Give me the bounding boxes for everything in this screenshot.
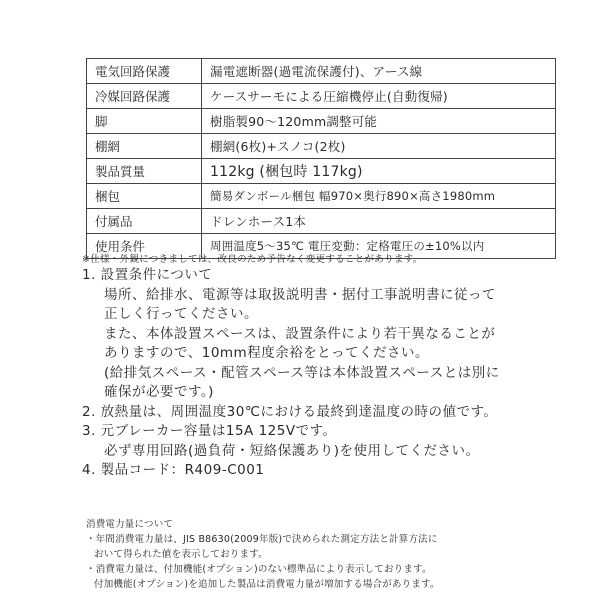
spec-value: ドレンホース1本 <box>202 209 556 234</box>
spec-value: 112kg (梱包時 117kg) <box>202 159 556 184</box>
spec-value: 樹脂製90～120mm調整可能 <box>202 109 556 134</box>
spec-label: 使用条件 <box>87 234 202 259</box>
spec-label: 付属品 <box>87 209 202 234</box>
spec-label: 棚網 <box>87 134 202 159</box>
note-line: 正しく行ってください。 <box>104 306 258 322</box>
spec-table <box>86 58 556 259</box>
spec-label: 電気回路保護 <box>87 59 202 84</box>
spec-value: 周囲温度5～35℃ 電圧変動：定格電圧の±10%以内 <box>202 234 556 259</box>
note-heading-1: 1. 設置条件について <box>82 267 213 283</box>
spec-row-refrigerant-protection <box>87 84 556 109</box>
spec-value: 簡易ダンボール梱包 幅970×奥行890×高さ1980mm <box>202 184 556 209</box>
note-heading-3: 3. 元ブレーカー容量は15A 125Vです。 <box>82 423 337 439</box>
spec-row-legs <box>87 109 556 134</box>
note-heading-2: 2. 放熱量は、周囲温度30℃における最終到達温度の時の値です。 <box>82 403 498 420</box>
note-line: 場所、給排水、電源等は取扱説明書・据付工事説明書に従って <box>104 286 496 303</box>
power-note-line: ・年間消費電力量は、JIS B8630(2009年版)で決められた測定方法と計算方法に <box>86 534 438 545</box>
spec-row-shelves <box>87 134 556 159</box>
note-line: 必ず専用回路(過負荷・短絡保護あり)を使用してください。 <box>104 442 480 459</box>
spec-value: 棚網(6枚)+スノコ(2枚) <box>202 134 556 159</box>
installation-notes <box>82 266 500 481</box>
power-note-line: 付加機能(オプション)を追加した製品は消費電力量が増加する場合があります。 <box>94 579 440 590</box>
note-heading-4: 4. 製品コード：R409-C001 <box>82 462 265 478</box>
spec-row-packaging <box>87 184 556 209</box>
spec-value: ケースサーモによる圧縮機停止(自動復帰) <box>202 84 556 109</box>
spec-row-weight <box>87 159 556 184</box>
power-consumption-note <box>86 517 440 592</box>
spec-label: 冷媒回路保護 <box>87 84 202 109</box>
spec-row-electrical-protection <box>87 59 556 84</box>
spec-label: 梱包 <box>87 184 202 209</box>
spec-value: 漏電遮断器(過電流保護付)、アース線 <box>202 59 556 84</box>
power-note-title: 消費電力量について <box>86 519 174 530</box>
spec-row-accessories <box>87 209 556 234</box>
power-note-line: ・消費電力量は、付加機能(オプション)のない標準品により表示しております。 <box>86 564 432 575</box>
power-note-line: おいて得られた値を表示しております。 <box>94 549 268 560</box>
spec-label: 脚 <box>87 109 202 134</box>
disclaimer-text: ※仕様・外観につきましては、改良のため予告なく変更することがあります。 <box>82 254 423 265</box>
note-line: また、本体設置スペースは、設置条件により若干異なることが <box>104 325 496 342</box>
note-line: ありますので、10mm程度余裕をとってください。 <box>104 345 429 361</box>
note-line: 確保が必要です。) <box>104 384 214 400</box>
note-line: (給排気スペース・配管スペース等は本体設置スペースとは別に <box>104 364 500 381</box>
spec-label: 製品質量 <box>87 159 202 184</box>
